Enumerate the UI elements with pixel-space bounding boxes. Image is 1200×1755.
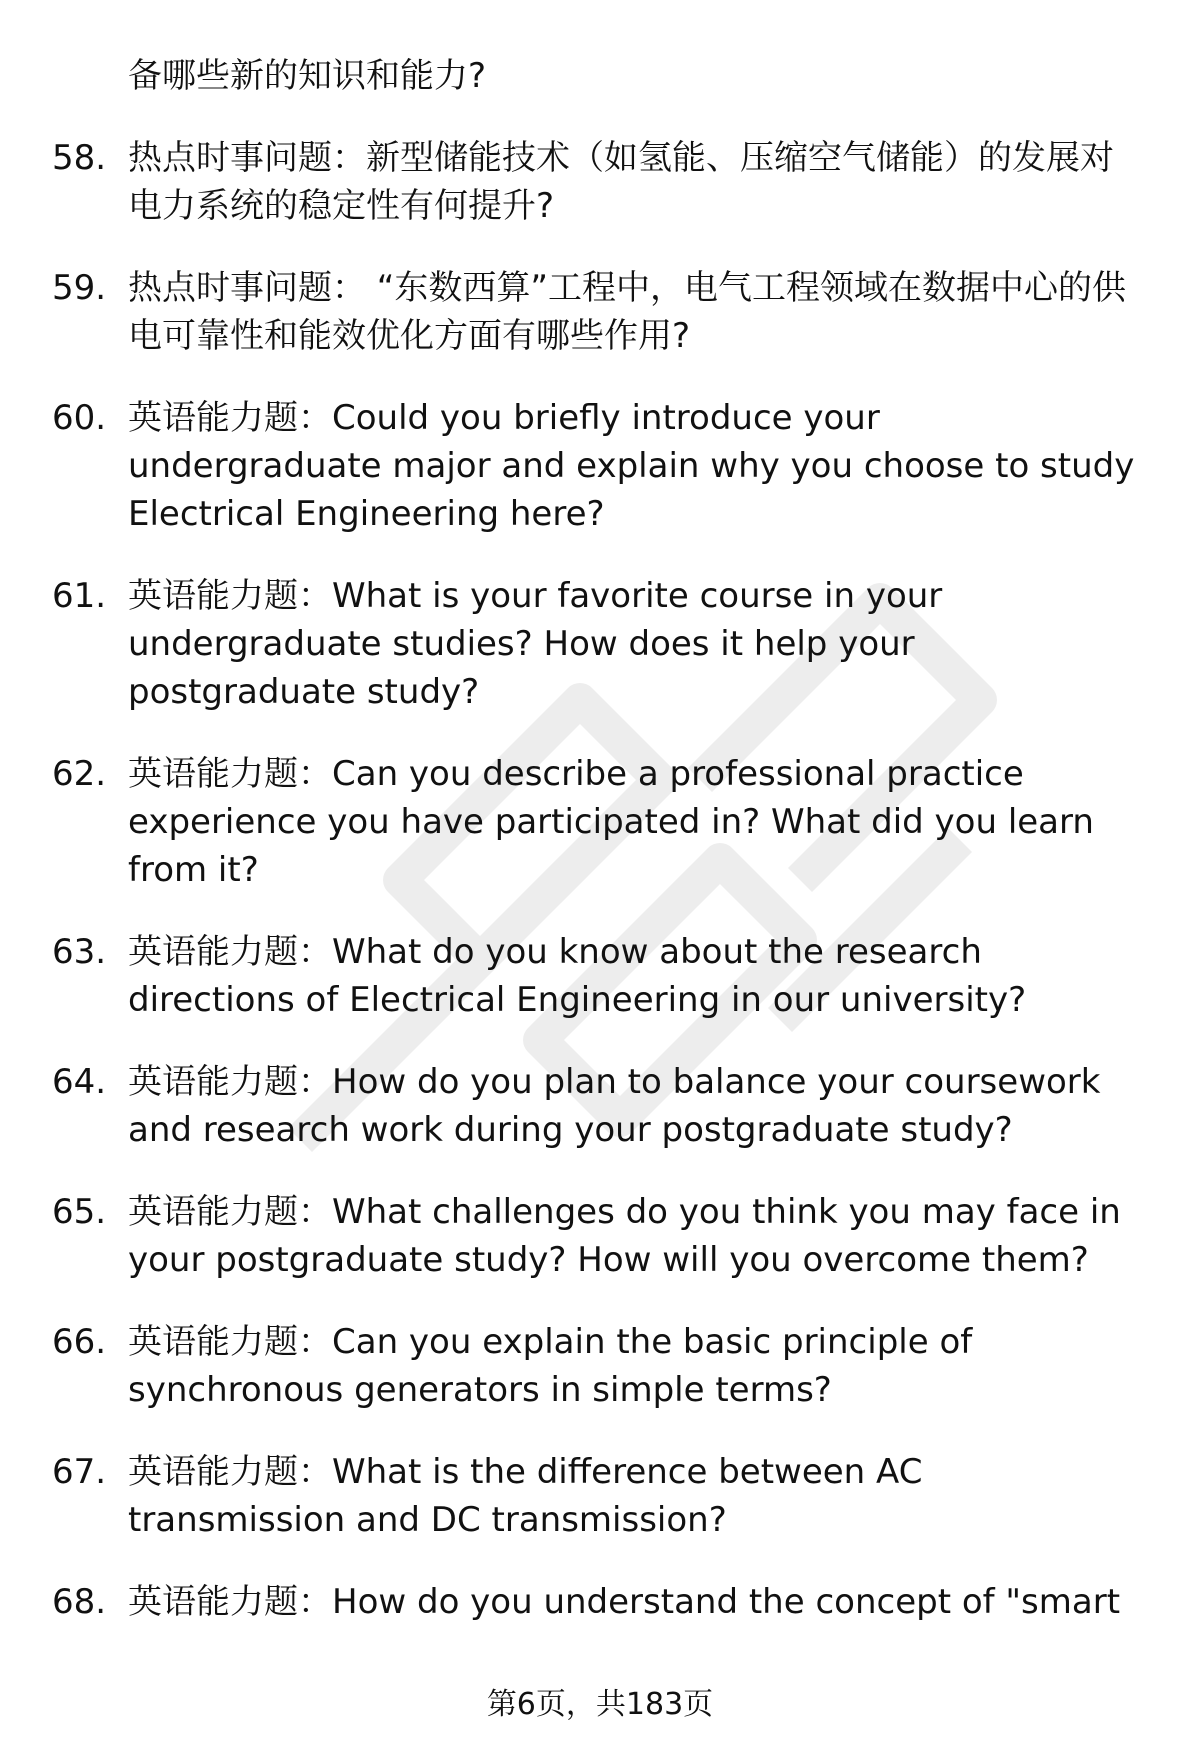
question-number: 60.	[52, 398, 107, 438]
question-item	[52, 1188, 1152, 1284]
question-text: 热点时事问题： “东数西算”工程中，电气工程领域在数据中心的供电可靠性和能效优化方面有哪些作用?	[128, 268, 1127, 356]
page-footer: 第6页，共183页	[486, 1687, 714, 1722]
question-text: 英语能力题：Can you describe a professional practice experience you have participated in? What did you learn from it?	[128, 754, 1094, 890]
question-item	[52, 1448, 1152, 1544]
question-text: 英语能力题：What challenges do you think you may face in your postgraduate study? How will you overcome them?	[128, 1192, 1121, 1280]
question-item	[52, 264, 1152, 360]
question-item	[52, 572, 1152, 716]
question-item	[52, 1578, 1152, 1626]
question-text: 英语能力题：How do you plan to balance your coursework and research work during your postgraduate study?	[128, 1062, 1101, 1150]
question-number: 66.	[52, 1322, 107, 1362]
question-number: 61.	[52, 576, 107, 616]
question-text: 英语能力题：How do you understand the concept of "smart	[128, 1582, 1121, 1622]
question-text: 热点时事问题：新型储能技术（如氢能、压缩空气储能）的发展对电力系统的稳定性有何提升?	[128, 138, 1114, 226]
question-text: 英语能力题：What do you know about the research directions of Electrical Engineering in our university?	[128, 932, 1027, 1020]
question-list	[52, 52, 1152, 1660]
question-text: 英语能力题：Can you explain the basic principle of synchronous generators in simple terms?	[128, 1322, 973, 1410]
question-text: 英语能力题：What is your favorite course in your undergraduate studies? How does it help your postgraduate study?	[128, 576, 943, 712]
question-item	[52, 134, 1152, 230]
continued-question-text: 备哪些新的知识和能力?	[128, 56, 487, 96]
question-item	[52, 928, 1152, 1024]
question-item	[52, 394, 1152, 538]
question-number: 62.	[52, 754, 107, 794]
question-number: 67.	[52, 1452, 107, 1492]
question-text: 英语能力题：Could you briefly introduce your undergraduate major and explain why you choose to study Electrical Engineering here?	[128, 398, 1135, 534]
question-item	[52, 750, 1152, 894]
question-number: 68.	[52, 1582, 107, 1622]
question-text: 英语能力题：What is the difference between AC transmission and DC transmission?	[128, 1452, 923, 1540]
question-item	[52, 1058, 1152, 1154]
question-number: 64.	[52, 1062, 107, 1102]
question-number: 58.	[52, 138, 107, 178]
question-number: 65.	[52, 1192, 107, 1232]
question-number: 59.	[52, 268, 107, 308]
question-number: 63.	[52, 932, 107, 972]
question-item	[52, 1318, 1152, 1414]
